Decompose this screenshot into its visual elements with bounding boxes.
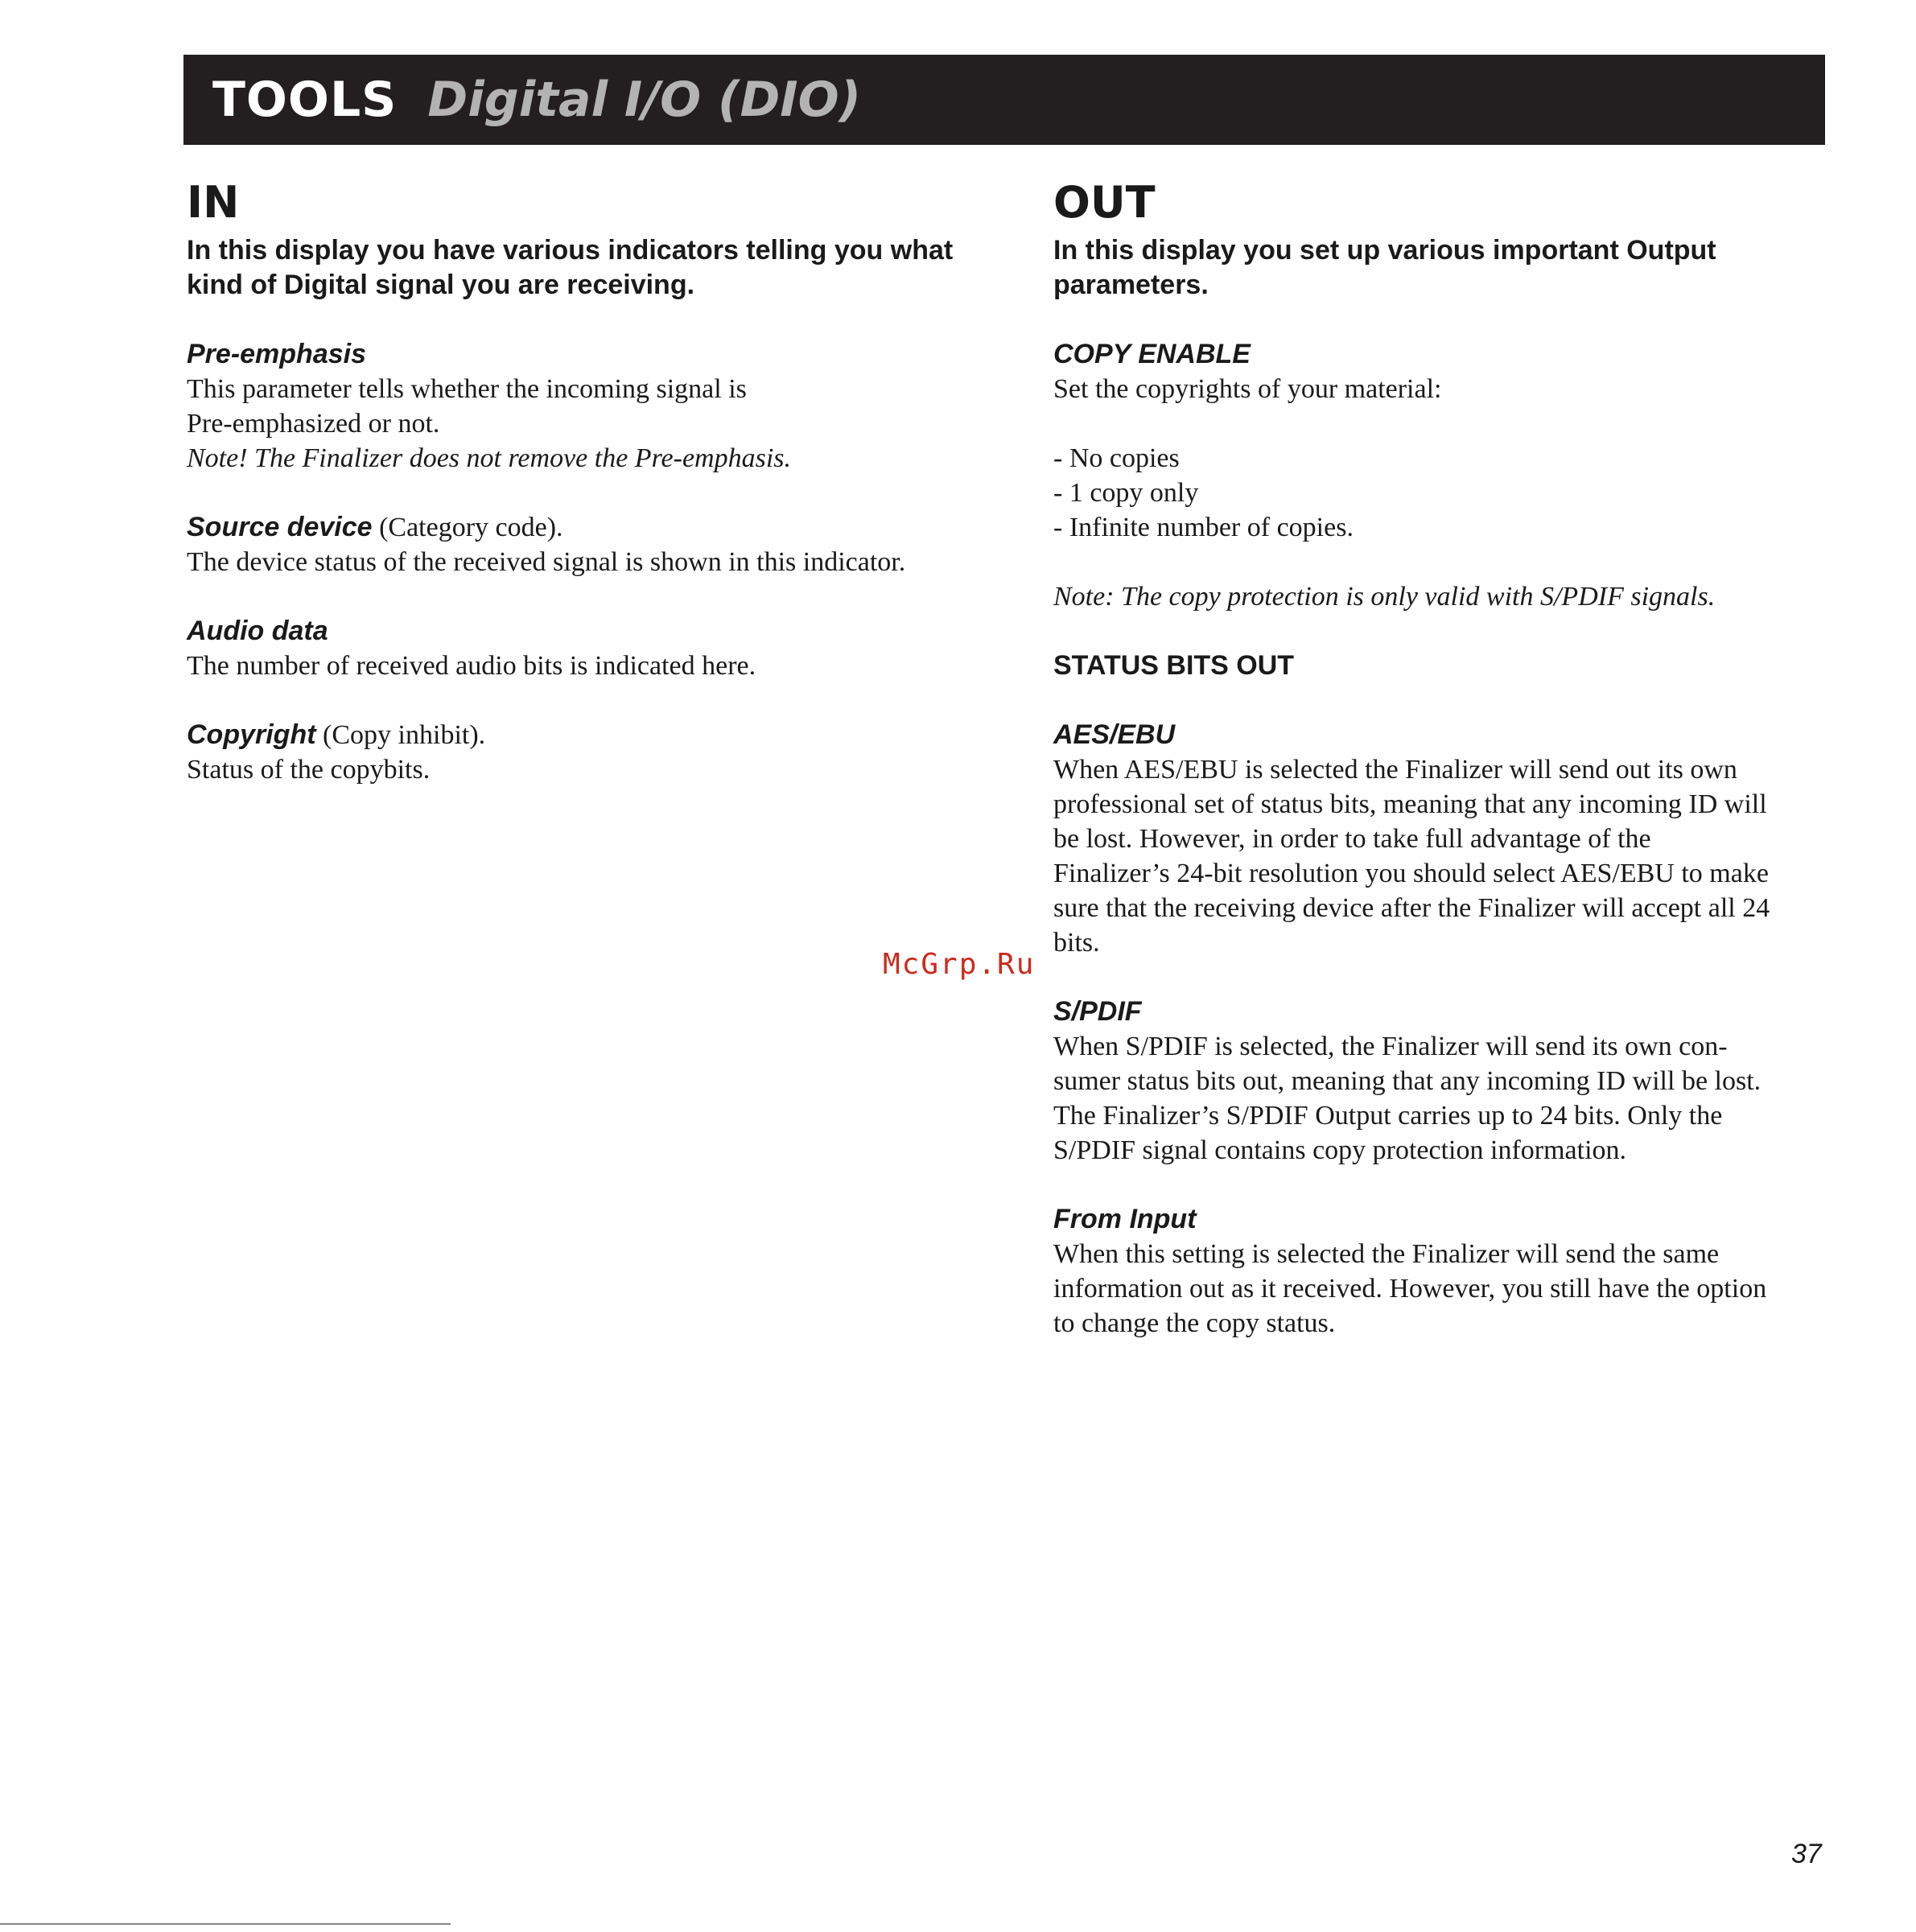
header-title: Digital I/O (DIO): [427, 72, 862, 128]
from-input-line: information out as it received. However, you still have the option: [1053, 1274, 1767, 1304]
spdif-line: sumer status bits out, meaning that any incoming ID will be lost.: [1053, 1066, 1761, 1096]
copy-option: - 1 copy only: [1053, 478, 1199, 508]
status-bits-out-title: STATUS BITS OUT: [1053, 650, 1295, 681]
copyright-suffix: (Copy inhibit).: [315, 720, 486, 750]
from-input-title: From Input: [1053, 1204, 1197, 1234]
status-bits-out-section: [1053, 649, 1826, 683]
copy-option: - No copies: [1053, 443, 1180, 473]
spdif-section: [1053, 995, 1826, 1168]
aes-ebu-line: be lost. However, in order to take full advantage of the: [1053, 824, 1651, 854]
aes-ebu-section: [1053, 718, 1826, 960]
out-column: [1053, 177, 1826, 1375]
from-input-line: to change the copy status.: [1053, 1308, 1336, 1338]
header-section: TOOLS: [212, 72, 398, 128]
source-device-title: Source device: [187, 512, 373, 542]
audio-data-section: [187, 614, 991, 683]
page-header-bar: [183, 55, 1825, 145]
audio-data-title: Audio data: [187, 616, 328, 646]
from-input-section: [1053, 1202, 1826, 1341]
aes-ebu-title: AES/EBU: [1053, 719, 1176, 750]
pre-emphasis-title: Pre-emphasis: [187, 339, 366, 369]
source-device-line: The device status of the received signal is shown in this indicator.: [187, 547, 906, 577]
source-device-suffix: (Category code).: [372, 513, 563, 542]
copy-option: - Infinite number of copies.: [1053, 513, 1354, 542]
aes-ebu-line: Finalizer’s 24-bit resolution you should select AES/EBU to make: [1053, 859, 1769, 888]
pre-emphasis-section: [187, 337, 991, 476]
out-lead: In this display you set up various important Output parameters.: [1053, 235, 1716, 300]
out-heading: OUT: [1053, 177, 1156, 228]
page-number: 37: [1791, 1839, 1822, 1869]
in-lead: In this display you have various indicators telling you what kind of Digital signal you are receiving.: [187, 235, 954, 300]
pre-emphasis-line: This parameter tells whether the incoming signal is: [187, 374, 747, 404]
copy-enable-section: [1053, 337, 1826, 614]
aes-ebu-line: sure that the receiving device after the Finalizer will accept all 24: [1053, 893, 1770, 923]
spdif-line: The Finalizer’s S/PDIF Output carries up to 24 bits. Only the: [1053, 1101, 1723, 1131]
spdif-line: When S/PDIF is selected, the Finalizer will send its own con-: [1053, 1032, 1728, 1061]
copyright-title: Copyright: [187, 719, 316, 750]
copy-enable-line: Set the copyrights of your material:: [1053, 374, 1442, 404]
copyright-line: Status of the copybits.: [187, 755, 431, 785]
bottom-rule: [0, 1923, 451, 1925]
aes-ebu-line: bits.: [1053, 928, 1100, 958]
copy-enable-title: COPY ENABLE: [1053, 339, 1251, 369]
audio-data-line: The number of received audio bits is indicated here.: [187, 651, 756, 681]
spdif-title: S/PDIF: [1053, 996, 1142, 1027]
from-input-line: When this setting is selected the Finalizer will send the same: [1053, 1239, 1720, 1269]
spdif-line: S/PDIF signal contains copy protection information.: [1053, 1135, 1627, 1165]
aes-ebu-line: When AES/EBU is selected the Finalizer will send out its own: [1053, 755, 1737, 785]
pre-emphasis-line: Pre-emphasized or not.: [187, 409, 440, 439]
copyright-section: [187, 718, 991, 787]
aes-ebu-line: professional set of status bits, meaning that any incoming ID will: [1053, 789, 1767, 819]
watermark: McGrp.Ru: [883, 948, 1036, 981]
source-device-section: [187, 510, 991, 579]
in-heading: IN: [187, 177, 240, 228]
pre-emphasis-note: Note! The Finalizer does not remove the Pre-emphasis.: [187, 443, 792, 473]
in-column: [187, 177, 991, 822]
copy-enable-note: Note: The copy protection is only valid with S/PDIF signals.: [1053, 582, 1716, 612]
